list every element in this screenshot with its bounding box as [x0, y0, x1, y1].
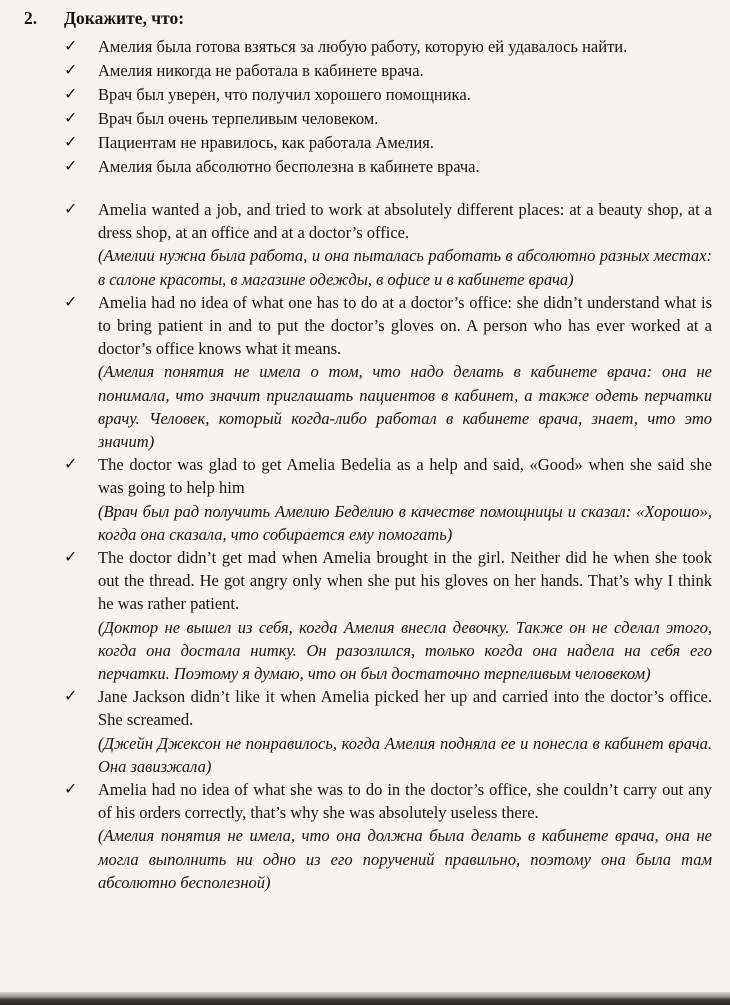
answer-item [64, 546, 712, 685]
statement-text: Врач был очень терпеливым человеком. [98, 109, 379, 128]
statement-text: Амелия была абсолютно бесполезна в кабинете врача. [98, 157, 480, 176]
statement-item [64, 107, 712, 130]
answer-english: The doctor didn’t get mad when Amelia brought in the girl. Neither did he when she took out the thread. He got angry only when she put his gloves on her hands. That’s why I think he was rather patient. [98, 548, 712, 614]
statement-item [64, 155, 712, 178]
answer-block [98, 291, 712, 453]
answer-block [98, 453, 712, 546]
check-icon: ✓ [64, 456, 78, 474]
answer-translation: (Доктор не вышел из себя, когда Амелия внесла девочку. Также он не сделал этого, когда она достала нитку. Он разозлился, только когда она надела на себя его перчатки. Поэтому я думаю, что он был достаточно терпеливым человеком) [98, 617, 712, 684]
answer-english: Amelia had no idea of what she was to do in the doctor’s office, she couldn’t carry out any of his orders correctly, that’s why she was absolutely useless there. [98, 780, 712, 823]
answer-item [64, 198, 712, 291]
task-title: Докажите, что: [64, 8, 185, 28]
answer-translation: (Врач был рад получить Амелию Беделию в качестве помощницы и сказал: «Хорошо», когда она сказала, что собирается ему помогать) [98, 501, 712, 544]
answer-english: Amelia wanted a job, and tried to work at absolutely different places: at a beauty shop, at a dress shop, at an office and at a doctor’s office. [98, 200, 712, 243]
statement-text: Амелия была готова взяться за любую работу, которую ей удавалось найти. [98, 37, 628, 56]
check-icon: ✓ [64, 86, 78, 103]
check-icon: ✓ [64, 110, 78, 127]
answer-english: Jane Jackson didn’t like it when Amelia picked her up and carried into the doctor’s office. She screamed. [98, 687, 712, 730]
task-header [24, 6, 712, 30]
answer-item [64, 291, 712, 453]
answer-item [64, 685, 712, 778]
answer-translation: (Джейн Джексон не понравилось, когда Амелия подняла ее и понесла в кабинет врача. Она завизжала) [98, 733, 712, 776]
answer-translation: (Амелия понятия не имела, что она должна была делать в кабинете врача, она не могла выполнить ни одно из его поручений правильно, поэтому она была там абсолютно бесполезной) [98, 826, 712, 892]
check-icon: ✓ [64, 688, 78, 706]
task-number: 2. [24, 8, 38, 28]
answer-block [98, 778, 712, 894]
answer-translation: (Амелия понятия не имела о том, что надо делать в кабинете врача: она не понимала, что значит приглашать пациентов в кабинет, а также одеть перчатки врачу. Человек, который когда-либо работал в кабинете врача, знает, что это значит) [98, 362, 712, 452]
check-icon: ✓ [64, 158, 78, 175]
statement-item [64, 131, 712, 154]
answers-list [64, 198, 712, 894]
check-icon: ✓ [64, 293, 78, 311]
answer-english: Amelia had no idea of what one has to do at a doctor’s office: she didn’t understand what is to bring patient in and to put the doctor’s gloves on. A person who has ever worked at a doctor’s office knows what it means. [98, 292, 712, 359]
statement-text: Врач был уверен, что получил хорошего помощника. [98, 85, 471, 104]
answer-block [98, 685, 712, 778]
answer-block [98, 546, 712, 685]
statement-text: Пациентам не нравилось, как работала Амелия. [98, 133, 434, 152]
check-icon: ✓ [64, 781, 78, 799]
answer-item [64, 778, 712, 894]
check-icon: ✓ [64, 62, 78, 79]
statement-item [64, 59, 712, 82]
check-icon: ✓ [64, 38, 78, 55]
answer-block [98, 198, 712, 291]
check-icon: ✓ [64, 201, 78, 218]
answer-translation: (Амелии нужна была работа, и она пыталась работать в абсолютно разных местах: в салоне красоты, в магазине одежды, в офисе и в кабинете врача) [98, 246, 712, 289]
answer-item [64, 453, 712, 546]
check-icon: ✓ [64, 134, 78, 151]
statement-item [64, 83, 712, 106]
statements-list [64, 35, 712, 178]
answer-english: The doctor was glad to get Amelia Bedelia as a help and said, «Good» when she said she was going to help him [98, 455, 712, 498]
statement-text: Амелия никогда не работала в кабинете врача. [98, 61, 424, 80]
check-icon: ✓ [64, 549, 78, 567]
statement-item [64, 35, 712, 58]
scan-edge-artifact [0, 992, 730, 1005]
